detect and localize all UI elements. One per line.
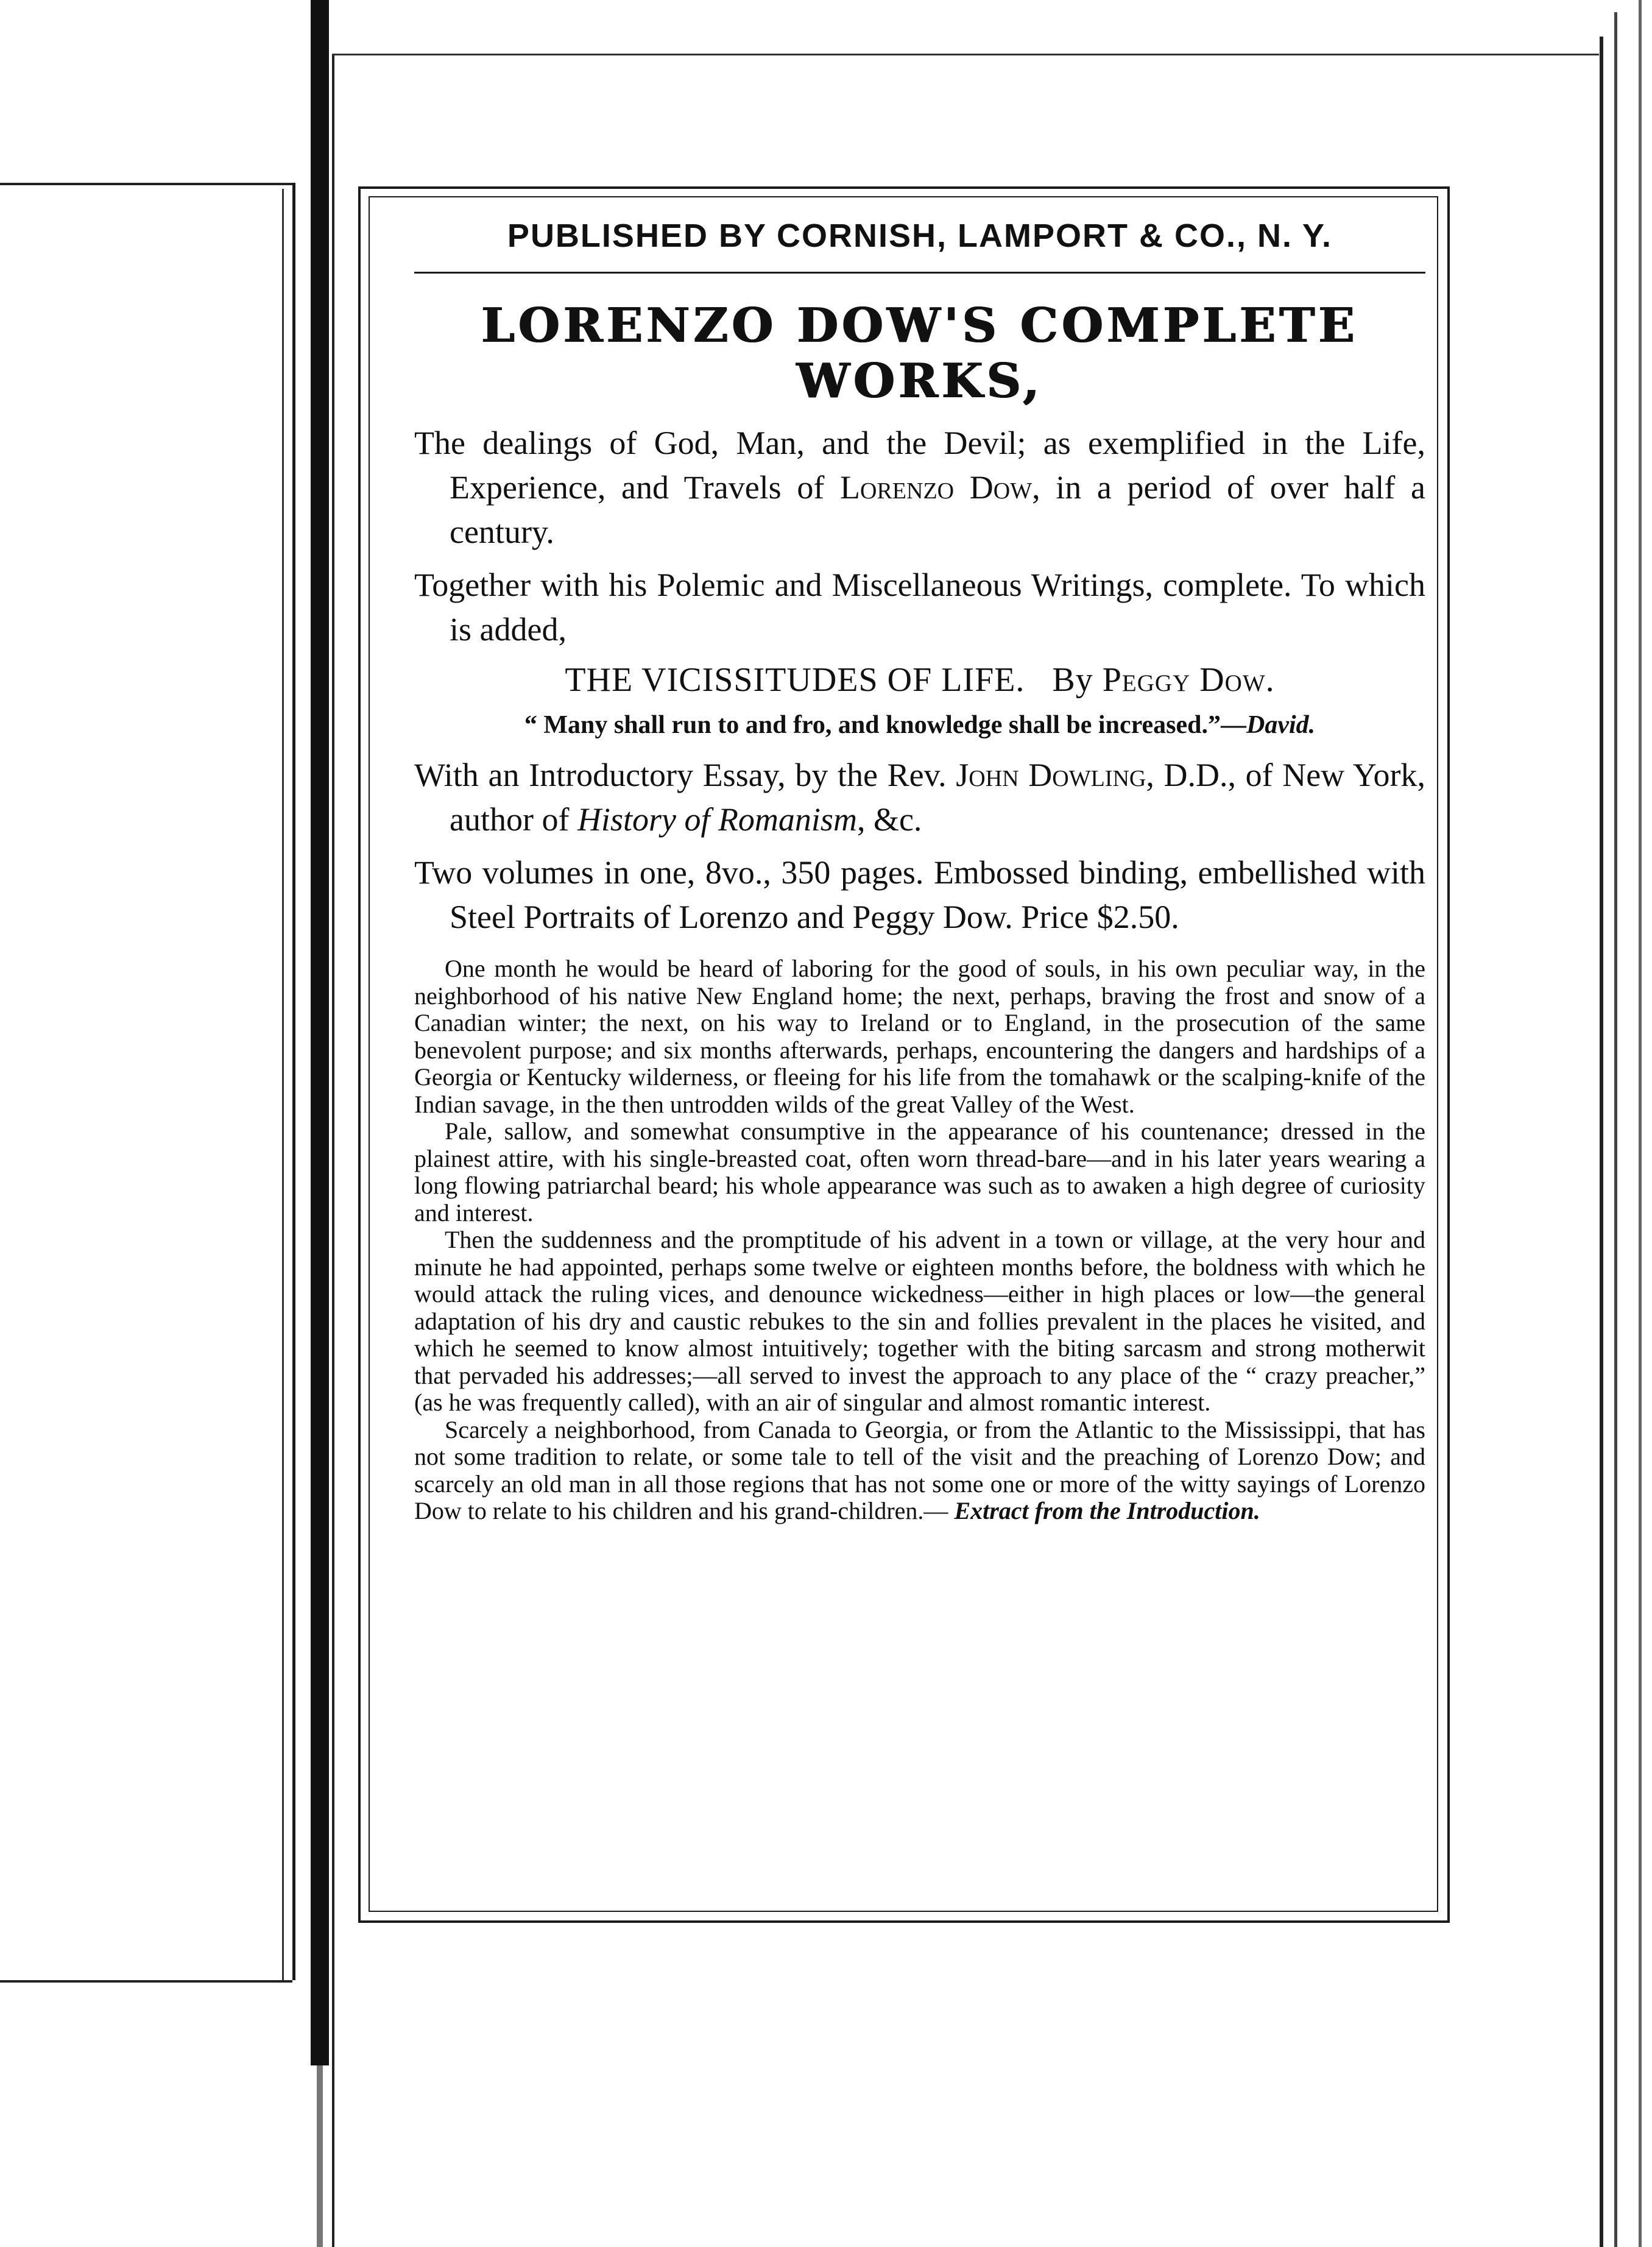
extract-note: Extract from the Introduction.	[954, 1497, 1260, 1524]
advertisement-content	[414, 213, 1425, 1525]
epigraph-quote	[414, 710, 1425, 740]
page-left-edge	[332, 55, 334, 2247]
page-stack-edge	[1614, 12, 1617, 2247]
intro-text: With an Introductory Essay, by the Rev.	[414, 757, 947, 793]
vicissitudes-by: By	[1052, 661, 1093, 699]
polemic-paragraph: Together with his Polemic and Miscellaneous Writings, complete. To which is added,	[414, 567, 1425, 648]
description-paragraph	[414, 421, 1425, 554]
format-price-paragraph: Two volumes in one, 8vo., 350 pages. Embossed binding, embellished with Steel Portraits of Lorenzo and Peggy Dow. Price $2.50.	[414, 854, 1425, 935]
vicissitudes-line	[414, 660, 1425, 699]
description-end: , in a period of over half a century.	[450, 469, 1426, 550]
quote-text: “ Many shall run to and fro, and knowledge shall be increased.”—	[524, 711, 1246, 739]
description-text: The dealings of God, Man, and the Devil; as exemplified in the Life, Experience, and Travels of	[414, 425, 1425, 506]
quote-source: David.	[1246, 711, 1316, 739]
page-top-edge	[332, 54, 1599, 55]
adjacent-page-border	[0, 183, 295, 1980]
publisher-line: PUBLISHED BY CORNISH, LAMPORT & CO., N. Y.	[507, 218, 1333, 254]
extract-paragraph-4-text: Scarcely a neighborhood, from Canada to Georgia, or from the Atlantic to the Mississippi, that has not some tradition to relate, or some tale to tell of the visit and the preaching of Lorenzo Dow; and scarcely an old man in all those regions that has not some one or more of the witty sayings of Lorenzo Dow to relate to his children and his grand-children.—	[414, 1415, 1425, 1524]
extract-paragraph-2: Pale, sallow, and somewhat consumptive in the appearance of his countenance; dressed in the plainest attire, with his single-breasted coat, often worn thread-bare—and in his later years wearing a long flowing patriarchal beard; his whole appearance was such as to awaken a high degree of curiosity and interest.	[414, 1117, 1425, 1226]
extract-paragraph-3: Then the suddenness and the promptitude of his advent in a town or village, at the very hour and minute he had appointed, perhaps some twelve or eighteen months before, the boldness with which he would attack the ruling vices, and denounce wickedness—either in high places or low—the general adaptation of his dry and caustic rebukes to the sin and follies prevalent in the places he visited, and which he seemed to know almost intuitively; together with the biting sarcasm and strong motherwit that pervaded his addresses;—all served to invest the approach to any place of the “ crazy preacher,” (as he was frequently called), with an air of singular and almost romantic interest.	[414, 1226, 1425, 1416]
intro-book-title: History of Romanism	[577, 801, 857, 838]
extract-paragraph-4	[414, 1417, 1425, 1525]
book-gutter-lower	[317, 2065, 323, 2247]
author-name: Lorenzo Dow	[840, 469, 1032, 506]
intro-text-3: , &c.	[856, 801, 922, 838]
page-stack-edge-outer	[1639, 0, 1642, 2247]
introductory-essay-paragraph	[414, 753, 1425, 842]
adjacent-page-bottom-rule	[0, 1980, 292, 1983]
extract-paragraph-1: One month he would be heard of laboring for the good of souls, in his own peculiar way, in the neighborhood of his native New England home; the next, perhaps, braving the frost and snow of a Canadian winter; the next, on his way to Ireland or to England, in the prosecution of the same benevolent purpose; and six months afterwards, perhaps, encountering the dangers and hardships of a Georgia or Kentucky wilderness, or fleeing for his life from the tomahawk or the scalping-knife of the Indian savage, in the then untrodden wilds of the great Valley of the West.	[414, 955, 1425, 1118]
work-title: LORENZO DOW'S COMPLETE WORKS,	[481, 298, 1358, 409]
vicissitudes-author: Peggy Dow.	[1102, 661, 1275, 699]
book-gutter	[311, 0, 329, 2065]
page-right-edge	[1600, 37, 1603, 2247]
intro-text-2: , D.D., of New York, author of	[450, 757, 1426, 838]
header-rule	[414, 272, 1425, 274]
intro-author: John Dowling	[956, 757, 1146, 793]
vicissitudes-title: THE VICISSITUDES OF LIFE.	[565, 661, 1025, 699]
